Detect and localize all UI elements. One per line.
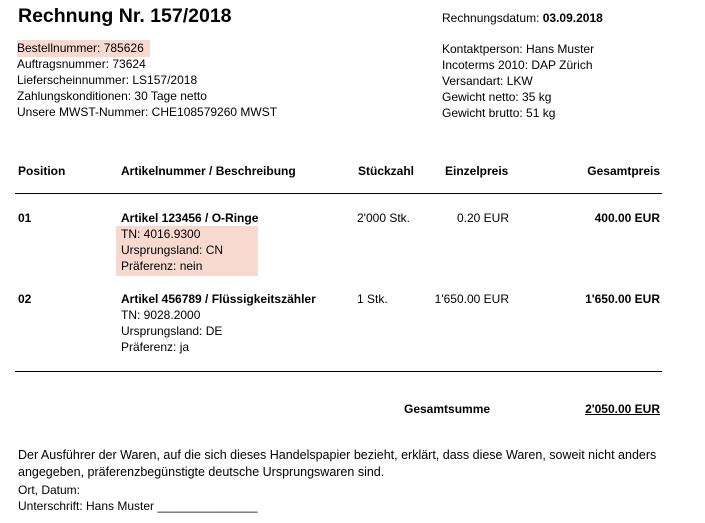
row-2-quantity: 1 Stk. [357,292,388,306]
row-1-position: 01 [18,211,32,225]
vat-number: Unsere MWST-Nummer: CHE108579260 MWST [17,105,278,119]
row-1-total-price: 400.00 EUR [594,211,660,225]
gross-weight: Gewicht brutto: 51 kg [442,106,556,120]
grand-total-value: 2'050.00 EUR [585,402,660,416]
row-1-origin-details [116,226,258,276]
table-bottom-rule [15,371,662,372]
row-2-position: 02 [18,292,32,306]
row-2-tariff-number: TN: 9028.2000 [121,308,201,322]
order-number-row [12,40,277,56]
row-2-preference: Präferenz: ja [121,340,190,354]
net-weight: Gewicht netto: 35 kg [442,90,552,104]
col-position-header: Position [18,164,66,178]
invoice-date-value: 03.09.2018 [542,11,603,25]
col-quantity-header: Stückzahl [358,164,415,178]
payment-terms: Zahlungskonditionen: 30 Tage netto [17,89,207,103]
incoterms: Incoterms 2010: DAP Zürich [442,58,593,72]
row-2-origin-country: Ursprungsland: DE [121,324,223,338]
grand-total-label: Gesamtsumme [404,402,491,416]
delivery-note-number: Lieferscheinnummer: LS157/2018 [17,73,198,87]
row-2-total-price: 1'650.00 EUR [585,292,660,306]
invoice-title: Rechnung Nr. 157/2018 [18,5,232,27]
contact-person: Kontaktperson: Hans Muster [442,42,595,56]
table-header-rule [15,193,662,194]
row-1-preference: Präferenz: nein [121,259,203,273]
row-1-origin-country: Ursprungsland: CN [121,243,224,257]
job-number: Auftragsnummer: 73624 [17,57,146,71]
origin-declaration: Der Ausführer der Waren, auf die sich dieses Handelspapier bezieht, erklärt, dass diese Waren, soweit nicht anders angegeben, präferenzbegünstigte deutsche Ursprungswaren sind. [18,448,657,479]
row-1-quantity: 2'000 Stk. [357,211,410,225]
row-2-description [121,291,316,355]
col-unit-price-header: Einzelpreis [445,164,509,178]
order-number: Bestellnummer: 785626 [17,40,150,57]
col-total-price-header: Gesamtpreis [587,164,660,178]
shipping-info [442,41,594,121]
invoice-date [442,11,603,25]
row-1-tariff-number: TN: 4016.9300 [121,227,201,241]
row-1-unit-price: 0.20 EUR [456,211,509,225]
signature-line: Unterschrift: Hans Muster _______________ [18,499,258,513]
row-2-unit-price: 1'650.00 EUR [434,292,509,306]
shipping-method: Versandart: LKW [442,74,533,88]
order-info [12,40,277,120]
row-1-description [116,210,258,276]
row-1-title: Artikel 123456 / O-Ringe [121,211,259,225]
row-2-title: Artikel 456789 / Flüssigkeitszähler [121,292,316,306]
invoice-date-label: Rechnungsdatum: [442,11,540,25]
col-article-header: Artikelnummer / Beschreibung [121,164,296,178]
place-date-label: Ort, Datum: [18,483,81,497]
